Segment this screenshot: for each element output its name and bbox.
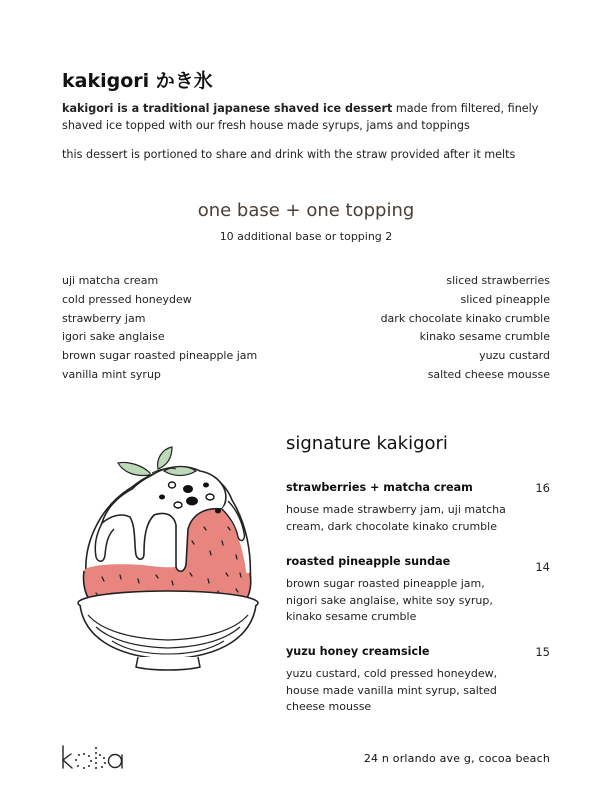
address: 24 n orlando ave g, cocoa beach [363, 752, 550, 765]
topping-item: yuzu custard [479, 349, 550, 363]
base-item: brown sugar roasted pineapple jam [62, 349, 258, 363]
intro-rest: made from filtered, finely shaved ice topped with our fresh house made syrups, jams and toppings [62, 102, 539, 132]
signature-item [286, 481, 550, 535]
base-item: uji matcha cream [62, 274, 159, 287]
intro-paragraph [62, 100, 552, 134]
base-topping-heading: one base + one topping [197, 200, 415, 221]
topping-item: dark chocolate kinako crumble [380, 311, 550, 325]
page-title: kakigori かき氷 [62, 70, 213, 92]
topping-item: sliced pineapple [460, 292, 550, 306]
base-list [62, 272, 257, 385]
item-price: 14 [535, 560, 550, 574]
signature-item [286, 555, 550, 626]
item-description: yuzu custard, cold pressed honeydew, house made vanilla mint syrup, salted cheese mousse [286, 667, 498, 713]
topping-list [381, 272, 550, 385]
item-name: yuzu honey creamsicle [286, 645, 430, 658]
base-item: strawberry jam [62, 311, 146, 325]
topping-item: salted cheese mousse [427, 367, 550, 381]
koba-logo [60, 744, 132, 772]
item-name: roasted pineapple sundae [286, 555, 451, 568]
base-item: vanilla mint syrup [62, 367, 161, 381]
item-price: 15 [535, 645, 550, 659]
item-description: house made strawberry jam, uji matcha cream, dark chocolate kinako crumble [286, 503, 506, 533]
item-price: 16 [535, 481, 550, 495]
base-topping-subheading: 10 additional base or topping 2 [219, 230, 393, 243]
topping-item: sliced strawberries [446, 274, 550, 287]
base-item: cold pressed honeydew [62, 292, 192, 306]
topping-item: kinako sesame crumble [419, 330, 550, 344]
intro-bold: kakigori is a traditional japanese shaved ice dessert [62, 102, 393, 115]
kakigori-illustration [72, 445, 264, 677]
portion-note: this dessert is portioned to share and drink with the straw provided after it melts [62, 148, 516, 161]
signature-heading: signature kakigori [286, 433, 448, 454]
item-name: strawberries + matcha cream [286, 481, 473, 494]
signature-item [286, 645, 550, 716]
item-description: brown sugar roasted pineapple jam, nigori sake anglaise, white soy syrup, kinako sesame crumble [286, 577, 493, 623]
base-item: igori sake anglaise [62, 330, 165, 344]
